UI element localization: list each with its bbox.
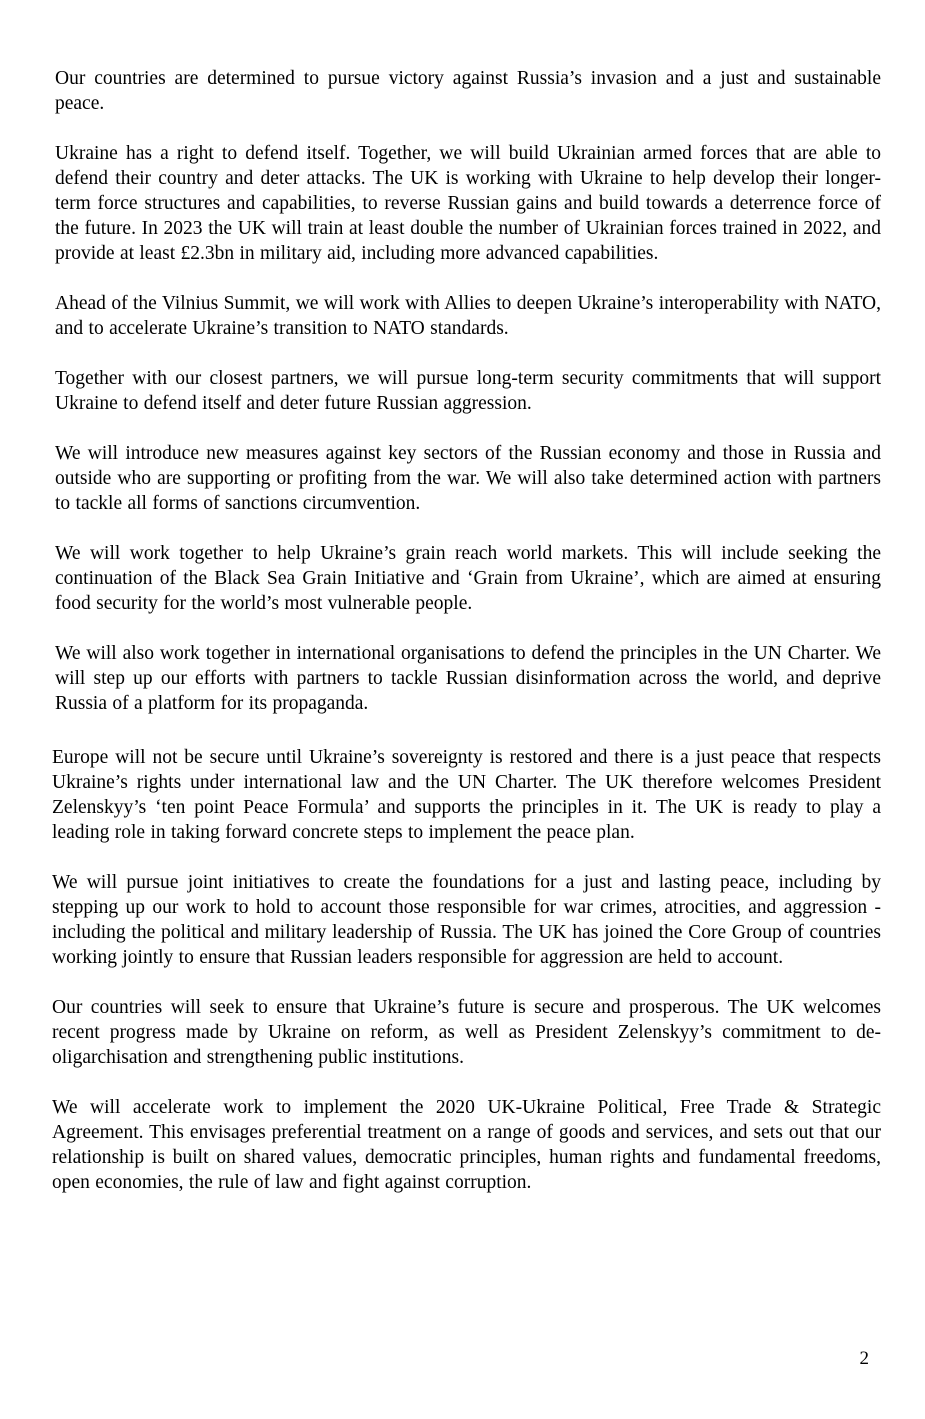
paragraph: We will accelerate work to implement the 2020 UK-Ukraine Political, Free Trade & Strategic Agreement. This envisages preferential treatment on a range of goods and services, and sets out that our relationship is built on shared values, democratic principles, human rights and fundamental freedoms, open economies, the rule of law and fight against corruption. — [52, 1097, 881, 1193]
page-content — [52, 66, 881, 1220]
paragraph: We will pursue joint initiatives to create the foundations for a just and lasting peace, including by stepping up our work to hold to account those responsible for war crimes, atrocities, and aggression - including the political and military leadership of Russia. The UK has joined the Core Group of countries working jointly to ensure that Russian leaders responsible for aggression are held to account. — [52, 872, 881, 968]
paragraph: Ukraine has a right to defend itself. Together, we will build Ukrainian armed forces that are able to defend their country and deter attacks. The UK is working with Ukraine to help develop their longer-term force structures and capabilities, to reverse Russian gains and build towards a deterrence force of the future. In 2023 the UK will train at least double the number of Ukrainian forces trained in 2022, and provide at least £2.3bn in military aid, including more advanced capabilities. — [55, 143, 881, 264]
paragraph: We will also work together in international organisations to defend the principles in the UN Charter. We will step up our efforts with partners to tackle Russian disinformation across the world, and deprive Russia of a platform for its propaganda. — [55, 643, 881, 714]
paragraph: Our countries will seek to ensure that Ukraine’s future is secure and prosperous. The UK welcomes recent progress made by Ukraine on reform, as well as President Zelenskyy’s commitment to de-oligarchisation and strengthening public institutions. — [52, 997, 881, 1068]
paragraph: Together with our closest partners, we will pursue long-term security commitments that will support Ukraine to defend itself and deter future Russian aggression. — [55, 368, 881, 414]
paragraph: We will introduce new measures against key sectors of the Russian economy and those in Russia and outside who are supporting or profiting from the war. We will also take determined action with partners to tackle all forms of sanctions circumvention. — [55, 443, 881, 514]
paragraph: We will work together to help Ukraine’s grain reach world markets. This will include seeking the continuation of the Black Sea Grain Initiative and ‘Grain from Ukraine’, which are aimed at ensuring food security for the world’s most vulnerable people. — [55, 543, 881, 614]
page-number: 2 — [859, 1348, 869, 1369]
paragraph: Our countries are determined to pursue victory against Russia’s invasion and a just and sustainable peace. — [55, 68, 881, 114]
paragraph: Ahead of the Vilnius Summit, we will work with Allies to deepen Ukraine’s interoperability with NATO, and to accelerate Ukraine’s transition to NATO standards. — [55, 293, 881, 339]
paragraph: Europe will not be secure until Ukraine’s sovereignty is restored and there is a just peace that respects Ukraine’s rights under international law and the UN Charter. The UK therefore welcomes President Zelenskyy’s ‘ten point Peace Formula’ and supports the principles in it. The UK is ready to play a leading role in taking forward concrete steps to implement the peace plan. — [52, 747, 881, 843]
